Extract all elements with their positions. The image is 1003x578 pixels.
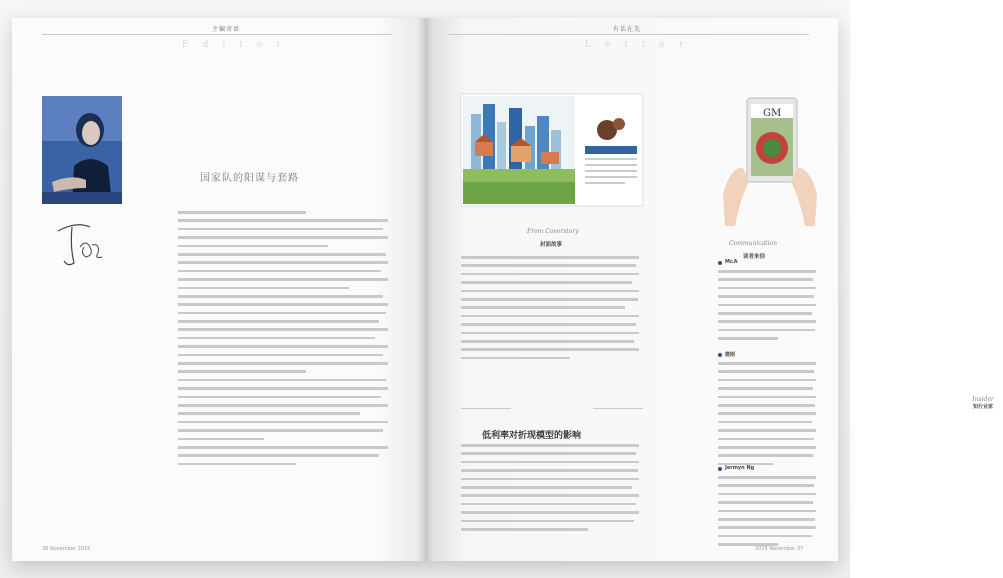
insider-block bbox=[963, 396, 1003, 410]
right-page bbox=[425, 18, 994, 561]
section-label-cn: 主编寄语 bbox=[212, 26, 241, 33]
right-folio bbox=[755, 546, 803, 552]
reader-bullet-icon bbox=[718, 261, 722, 265]
reader-name: 微刚 bbox=[725, 352, 736, 358]
insider-rule-right bbox=[593, 408, 643, 409]
left-page-number: 36 bbox=[42, 546, 49, 552]
reader-letter-text bbox=[718, 270, 818, 346]
insider-cn: 知行业家 bbox=[972, 404, 993, 410]
editor-body-text bbox=[178, 211, 392, 471]
insider-label: Insider bbox=[972, 396, 994, 403]
cover-story-illustration bbox=[461, 94, 643, 206]
article-title: 国家队的阳谋与套路 bbox=[200, 173, 299, 184]
right-folio-year: 2015 bbox=[755, 546, 768, 552]
header-rule bbox=[42, 34, 392, 35]
communication-cn: 读者来信 bbox=[743, 254, 766, 260]
cover-story-text bbox=[461, 256, 643, 365]
right-page-number: 37 bbox=[796, 546, 804, 552]
from-coverstory-cn: 封面故事 bbox=[540, 242, 563, 248]
editor-portrait bbox=[42, 96, 122, 204]
reader-bullet-icon bbox=[718, 353, 722, 357]
section-label-cn: 有话在先 bbox=[613, 26, 642, 33]
from-coverstory-label: From Coverstory bbox=[527, 228, 579, 235]
communication-label: Communication bbox=[729, 240, 777, 247]
insider-text bbox=[461, 444, 643, 536]
magazine-spread bbox=[12, 18, 994, 561]
insider-rule-left bbox=[461, 408, 511, 409]
right-folio-month: November bbox=[769, 546, 796, 552]
editor-signature bbox=[50, 213, 110, 273]
section-label-en: Letter bbox=[585, 40, 698, 50]
tablet-logo: GM bbox=[763, 108, 782, 119]
reader-name: Mr.A bbox=[725, 259, 738, 265]
reader-letter-text bbox=[718, 362, 818, 471]
insider-headline: 低利率对折现模型的影响 bbox=[482, 431, 582, 441]
section-label-en: Editor bbox=[182, 40, 295, 50]
reader-letter-text bbox=[718, 476, 818, 552]
left-folio-month: November bbox=[49, 546, 76, 552]
reader-bullet-icon bbox=[718, 467, 722, 471]
spine-shadow bbox=[417, 18, 433, 561]
left-folio-year: 2015 bbox=[77, 546, 91, 552]
tablet-illustration bbox=[721, 96, 819, 236]
left-folio bbox=[42, 546, 90, 552]
left-page bbox=[12, 18, 425, 561]
header-rule bbox=[449, 34, 809, 35]
reader-name: Jermyn Ng bbox=[725, 465, 755, 471]
